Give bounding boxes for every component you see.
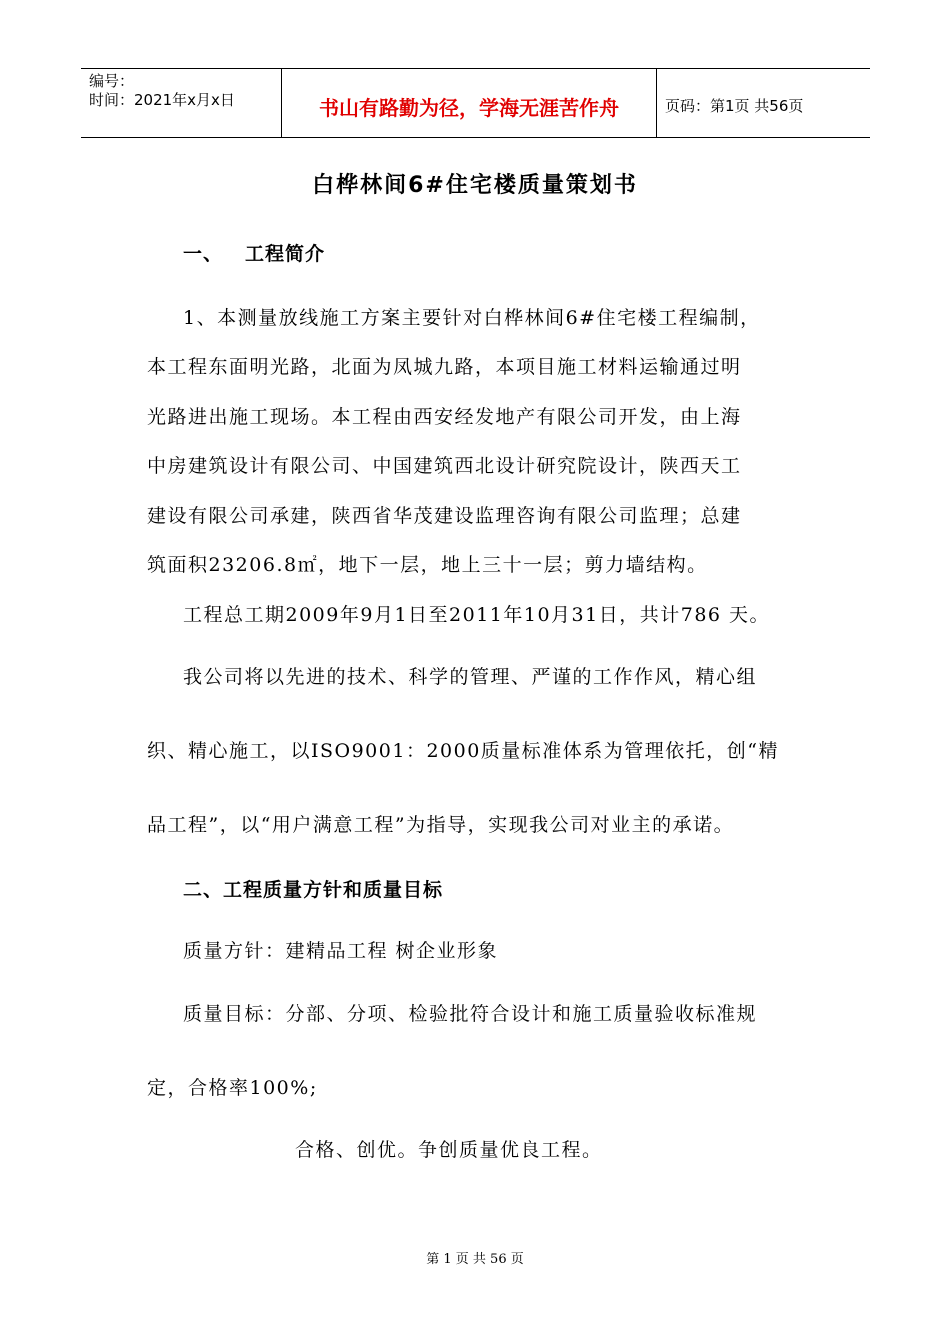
paragraph-line: 品工程”，以“用户满意工程”为指导，实现我公司对业主的承诺。 xyxy=(147,814,735,836)
paragraph-line: 光路进出施工现场。本工程由西安经发地产有限公司开发，由上海 xyxy=(147,406,742,428)
paragraph-line: 中房建筑设计有限公司、中国建筑西北设计研究院设计，陕西天工 xyxy=(147,455,742,477)
paragraph-line: 我公司将以先进的技术、科学的管理、严谨的工作作风，精心组 xyxy=(183,666,758,688)
quality-goal-line: 定，合格率100%; xyxy=(147,1077,318,1099)
page-footer: 第 1 页 共 56 页 xyxy=(426,1252,524,1267)
document-title: 白桦林间6#住宅楼质量策划书 xyxy=(312,173,638,198)
section2-heading: 二、工程质量方针和质量目标 xyxy=(183,879,444,901)
header-motto: 书山有路勤为径，学海无涯苦作舟 xyxy=(282,69,657,137)
quality-policy: 质量方针：建精品工程 树企业形象 xyxy=(183,940,499,962)
quality-goal-line: 质量目标：分部、分项、检验批符合设计和施工质量验收标准规 xyxy=(183,1003,758,1025)
quality-goal-extra: 合格、创优。争创质量优良工程。 xyxy=(295,1139,603,1161)
section1-heading-text: 工程简介 xyxy=(245,243,326,265)
paragraph-line: 织、精心施工，以ISO9001：2000质量标准体系为管理依托，创“精 xyxy=(147,740,780,762)
paragraph-line: 本工程东面明光路，北面为凤城九路，本项目施工材料运输通过明 xyxy=(147,356,742,378)
paragraph-line: 筑面积23206.8㎡，地下一层，地上三十一层；剪力墙结构。 xyxy=(147,554,708,576)
paragraph-line: 建设有限公司承建，陕西省华茂建设监理咨询有限公司监理；总建 xyxy=(147,505,742,527)
page-header xyxy=(81,68,870,138)
paragraph-line: 1、本测量放线施工方案主要针对白桦林间6#住宅楼工程编制， xyxy=(183,307,761,329)
document-date: 时间：2021年x月x日 xyxy=(89,91,235,109)
document-number: 编号： xyxy=(89,72,135,90)
header-page-info: 页码：第1页 共56页 xyxy=(665,96,804,115)
section1-heading-number: 一、 xyxy=(183,243,224,265)
header-meta xyxy=(81,69,282,137)
schedule-line: 工程总工期2009年9月1日至2011年10月31日，共计786 天。 xyxy=(183,604,771,626)
